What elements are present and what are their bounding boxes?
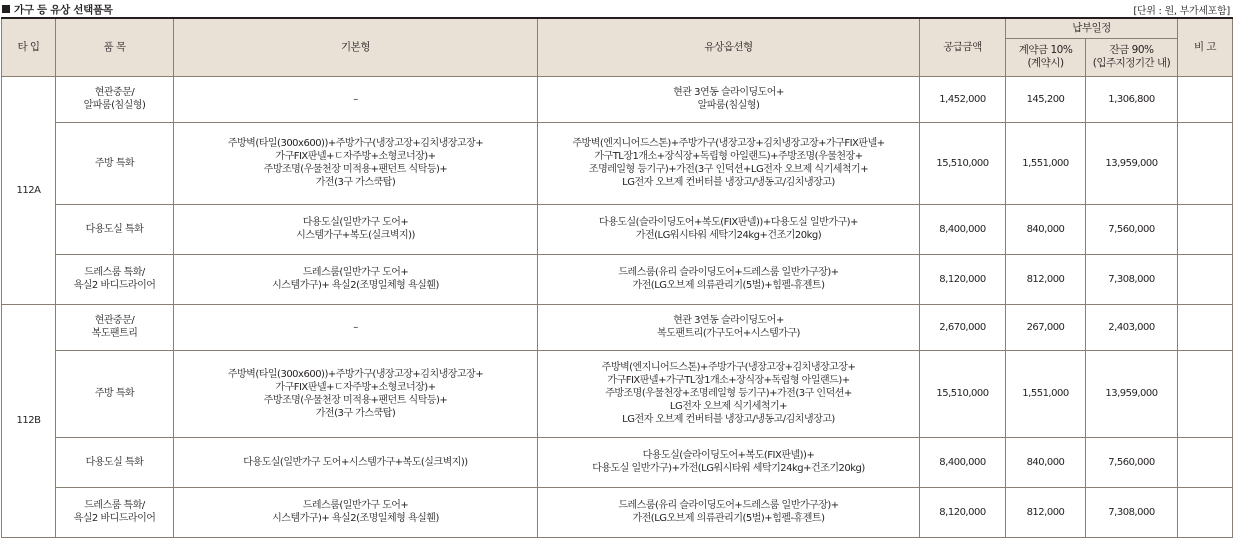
table-row [2, 204, 1233, 254]
deposit-cell: 267,000 [1006, 304, 1086, 350]
price-cell: 8,120,000 [920, 254, 1006, 304]
header-option: 유상옵션형 [538, 18, 920, 76]
remarks-cell [1178, 254, 1233, 304]
header-remarks: 비 고 [1178, 18, 1233, 76]
header-type: 타 입 [2, 18, 56, 76]
item-cell: 드레스룸 특화/ 욕실2 바디드라이어 [56, 254, 174, 304]
price-cell: 8,400,000 [920, 437, 1006, 487]
table-row [2, 350, 1233, 437]
balance-cell: 7,560,000 [1086, 437, 1178, 487]
item-cell: 드레스룸 특화/ 욕실2 바디드라이어 [56, 487, 174, 537]
header-deposit: 계약금 10% (계약시) [1006, 38, 1086, 76]
header-price: 공급금액 [920, 18, 1006, 76]
table-row [2, 487, 1233, 537]
basic-spec-cell: 주방벽(타일(300x600))+주방가구(냉장고장+김치냉장고장+ 가구FIX판넬+ㄷ자주방+소형코너장)+ 주방조명(우물천장 미적용+팬던트 식탁등)+ 가전(3구 가스쿡탑) [174, 122, 538, 204]
deposit-cell: 840,000 [1006, 437, 1086, 487]
table-header [2, 18, 1233, 76]
option-spec-cell: 드레스룸(유리 슬라이딩도어+드레스룸 일반가구장)+ 가전(LG오브제 의류관리기(5벌)+힘펠-휴젠트) [538, 254, 920, 304]
basic-spec-cell: 드레스룸(일반가구 도어+ 시스템가구)+ 욕실2(조명일체형 욕실휀) [174, 487, 538, 537]
table-title [2, 2, 113, 17]
price-cell: 15,510,000 [920, 122, 1006, 204]
basic-spec-cell: 주방벽(타일(300x600))+주방가구(냉장고장+김치냉장고장+ 가구FIX판넬+ㄷ자주방+소형코너장)+ 주방조명(우물천장 미적용+팬던트 식탁등)+ 가전(3구 가스쿡탑) [174, 350, 538, 437]
remarks-cell [1178, 204, 1233, 254]
table-row [2, 304, 1233, 350]
table-row [2, 254, 1233, 304]
header-basic: 기본형 [174, 18, 538, 76]
table-row [2, 122, 1233, 204]
option-spec-cell: 드레스룸(유리 슬라이딩도어+드레스룸 일반가구장)+ 가전(LG오브제 의류관리기(5벌)+힘펠-휴젠트) [538, 487, 920, 537]
price-cell: 2,670,000 [920, 304, 1006, 350]
basic-spec-cell: 다용도실(일반가구 도어+ 시스템가구+복도(실크벽지)) [174, 204, 538, 254]
option-spec-cell: 주방벽(엔지니어드스톤)+주방가구(냉장고장+김치냉장고장+가구FIX판넬+ 가구TL장1개소+장식장+독립형 아일랜드)+주방조명(우물천장+ 조명레일형 등기구)+가전(3구 인덕션+LG전자 오브제 식기세척기+ LG전자 오브제 컨버터블 냉장고/냉동고/김치냉장고) [538, 122, 920, 204]
deposit-cell: 840,000 [1006, 204, 1086, 254]
price-cell: 8,120,000 [920, 487, 1006, 537]
deposit-cell: 1,551,000 [1006, 122, 1086, 204]
basic-spec-cell: – [174, 76, 538, 122]
item-cell: 주방 특화 [56, 122, 174, 204]
remarks-cell [1178, 122, 1233, 204]
basic-spec-cell: 드레스룸(일반가구 도어+ 시스템가구)+ 욕실2(조명일체형 욕실휀) [174, 254, 538, 304]
item-cell: 다용도실 특화 [56, 204, 174, 254]
deposit-cell: 812,000 [1006, 487, 1086, 537]
table-row [2, 437, 1233, 487]
option-spec-cell: 주방벽(엔지니어드스톤)+주방가구(냉장고장+김치냉장고장+ 가구FIX판넬+가구TL장1개소+장식장+독립형 아일랜드)+ 주방조명(우물천장+조명레일형 등기구)+가전(3구 인덕션+ LG전자 오브제 식기세척기+ LG전자 오브제 컨버터블 냉장고/냉동고/김치냉장고) [538, 350, 920, 437]
deposit-cell: 1,551,000 [1006, 350, 1086, 437]
balance-cell: 7,308,000 [1086, 487, 1178, 537]
balance-cell: 7,308,000 [1086, 254, 1178, 304]
table-body [2, 76, 1233, 537]
remarks-cell [1178, 437, 1233, 487]
basic-spec-cell: – [174, 304, 538, 350]
header-balance: 잔금 90% (입주지정기간 내) [1086, 38, 1178, 76]
balance-cell: 7,560,000 [1086, 204, 1178, 254]
square-bullet-icon [2, 5, 10, 13]
item-cell: 현관중문/ 복도팬트리 [56, 304, 174, 350]
item-cell: 주방 특화 [56, 350, 174, 437]
price-cell: 8,400,000 [920, 204, 1006, 254]
balance-cell: 2,403,000 [1086, 304, 1178, 350]
option-spec-cell: 다용도실(슬라이딩도어+복도(FIX판넬))+다용도실 일반가구)+ 가전(LG워시타워 세탁기24kg+건조기20kg) [538, 204, 920, 254]
deposit-cell: 145,200 [1006, 76, 1086, 122]
item-cell: 현관중문/ 알파룸(침실형) [56, 76, 174, 122]
remarks-cell [1178, 76, 1233, 122]
balance-cell: 13,959,000 [1086, 122, 1178, 204]
option-spec-cell: 현관 3연동 슬라이딩도어+ 알파룸(침실형) [538, 76, 920, 122]
remarks-cell [1178, 304, 1233, 350]
option-spec-cell: 다용도실(슬라이딩도어+복도(FIX판넬))+ 다용도실 일반가구)+가전(LG워시타워 세탁기24kg+건조기20kg) [538, 437, 920, 487]
type-cell: 112A [2, 76, 56, 304]
caption-row [0, 0, 1233, 18]
price-cell: 1,452,000 [920, 76, 1006, 122]
basic-spec-cell: 다용도실(일반가구 도어+시스템가구+복도(실크벽지)) [174, 437, 538, 487]
balance-cell: 13,959,000 [1086, 350, 1178, 437]
deposit-cell: 812,000 [1006, 254, 1086, 304]
item-cell: 다용도실 특화 [56, 437, 174, 487]
header-payment-schedule: 납부일정 [1006, 18, 1178, 38]
price-cell: 15,510,000 [920, 350, 1006, 437]
table-row [2, 76, 1233, 122]
balance-cell: 1,306,800 [1086, 76, 1178, 122]
remarks-cell [1178, 350, 1233, 437]
remarks-cell [1178, 487, 1233, 537]
options-table [1, 17, 1233, 538]
table-title-text: 가구 등 유상 선택품목 [14, 4, 113, 16]
header-item: 품 목 [56, 18, 174, 76]
type-cell: 112B [2, 304, 56, 537]
unit-note: [단위 : 원, 부가세포함] [1133, 6, 1230, 17]
option-spec-cell: 현관 3연동 슬라이딩도어+ 복도팬트리(가구도어+시스템가구) [538, 304, 920, 350]
